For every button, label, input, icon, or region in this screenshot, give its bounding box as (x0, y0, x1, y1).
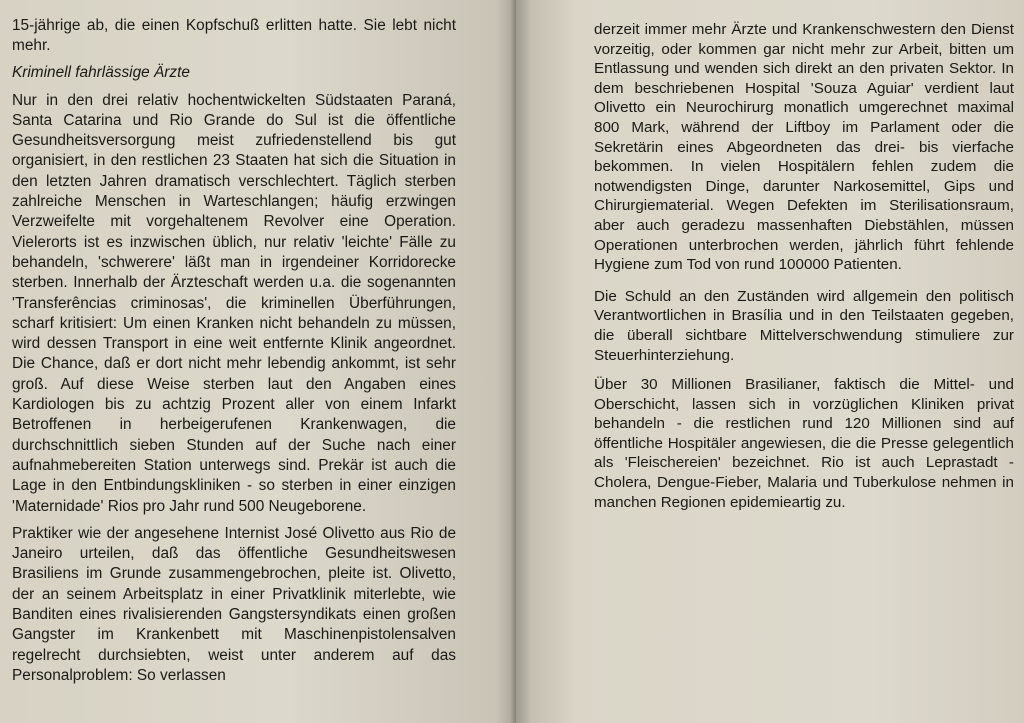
right-paragraph-1: derzeit immer mehr Ärzte und Krankenschwestern den Dienst vorzeitig, oder kommen gar nicht mehr zur Arbeit, bitten um Entlassung und wenden sich direkt an den privaten Sektor. In dem beschriebenen Hospital 'Souza Aguiar' verdient laut Olivetto ein Neurochirurg monatlich umgerechnet maximal 800 Mark, während der Liftboy im Parlament oder die Sekretärin eines Abgeordneten das drei- bis vierfache bekommen. In vielen Hospitälern fehlen zudem die notwendigsten Dinge, darunter Narkosemittel, Gips und Chirurgiematerial. Wegen Defekten im Sterilisationsraum, aber auch geradezu massenhaften Diebstählen, müssen Operationen unterbrochen werden, jährlich führt fehlende Hygiene zum Tod von rund 100000 Patienten. (594, 21, 1014, 274)
section-subheading: Kriminell fahrlässige Ärzte (12, 63, 190, 81)
left-paragraph-1: Nur in den drei relativ hochentwickelten Südstaaten Paraná, Santa Catarina und Rio Grande do Sul ist die öffentliche Gesundheitsversorgung meist zufriedenstellend bis gut organisiert, in den restlichen 23 Staaten hat sich die Situation in den letzten Jahren dramatisch verschlechtert. Täglich sterben zahlreiche Menschen in Warteschlangen; häufig erzwingen Verzweifelte mit vorgehaltenem Revolver eine Operation. Vielerorts ist es inzwischen üblich, nur relativ 'leichte' Fälle zu behandeln, 'schwerere' läßt man in irgendeiner Korridorecke sterben. Innerhalb der Ärzteschaft werden u.a. die sogenannten 'Transferências criminosas', die kriminellen Überführungen, scharf kritisiert: Um einen Kranken nicht behandeln zu müssen, wird dessen Transport in eine weit entfernte Klinik angeordnet. Die Chance, daß er dort nicht mehr lebendig ankommt, ist sehr groß. Auf diese Weise sterben laut den Angaben eines Kardiologen bis zu achtzig Prozent aller von einem Infarkt Betroffenen in herbeigerufenen Krankenwagen, die durchschnittlich sieben Stunden auf der Suche nach einer aufnahmebereiten Station unterwegs sind. Prekär ist auch die Lage in den Entbindungskliniken - so sterben in einer einzigen 'Maternidade' Rios pro Jahr rund 500 Neugeborene. (12, 91, 456, 515)
opening-paragraph: 15-jährige ab, die einen Kopfschuß erlitten hatte. Sie lebt nicht mehr. (12, 17, 456, 55)
left-paragraph-2: Praktiker wie der angesehene Internist José Olivetto aus Rio de Janeiro urteilen, daß das öffentliche Gesundheitswesen Brasiliens im Grunde zusammengebrochen, pleite ist. Olivetto, der an seinem Arbeitsplatz in einer Privatklinik miterlebte, wie Banditen eines rivalisierenden Gangstersyndikats einen großen Gangster im Krankenbett mit Maschinenpistolensalven regelrecht durchsiebten, weist unter anderem auf das Personalproblem: So verlassen (12, 524, 456, 684)
right-page (516, 0, 1024, 723)
right-paragraph-3: Über 30 Millionen Brasilianer, faktisch die Mittel- und Oberschicht, lassen sich in vorzüglichen Kliniken privat behandeln - die restlichen rund 120 Millionen sind auf öffentliche Hospitäler angewiesen, die die Presse gelegentlich als 'Fleischereien' bezeichnet. Rio ist auch Leprastadt - Cholera, Dengue-Fieber, Malaria und Tuberkulose nehmen in manchen Regionen epidemieartig zu. (594, 376, 1014, 511)
right-paragraph-2: Die Schuld an den Zuständen wird allgemein den politisch Verantwortlichen in Brasília und in den Teilstaaten gegeben, die überall sichtbare Mittelverschwendung stimuliere zur Steuerhinterziehung. (594, 287, 1014, 364)
